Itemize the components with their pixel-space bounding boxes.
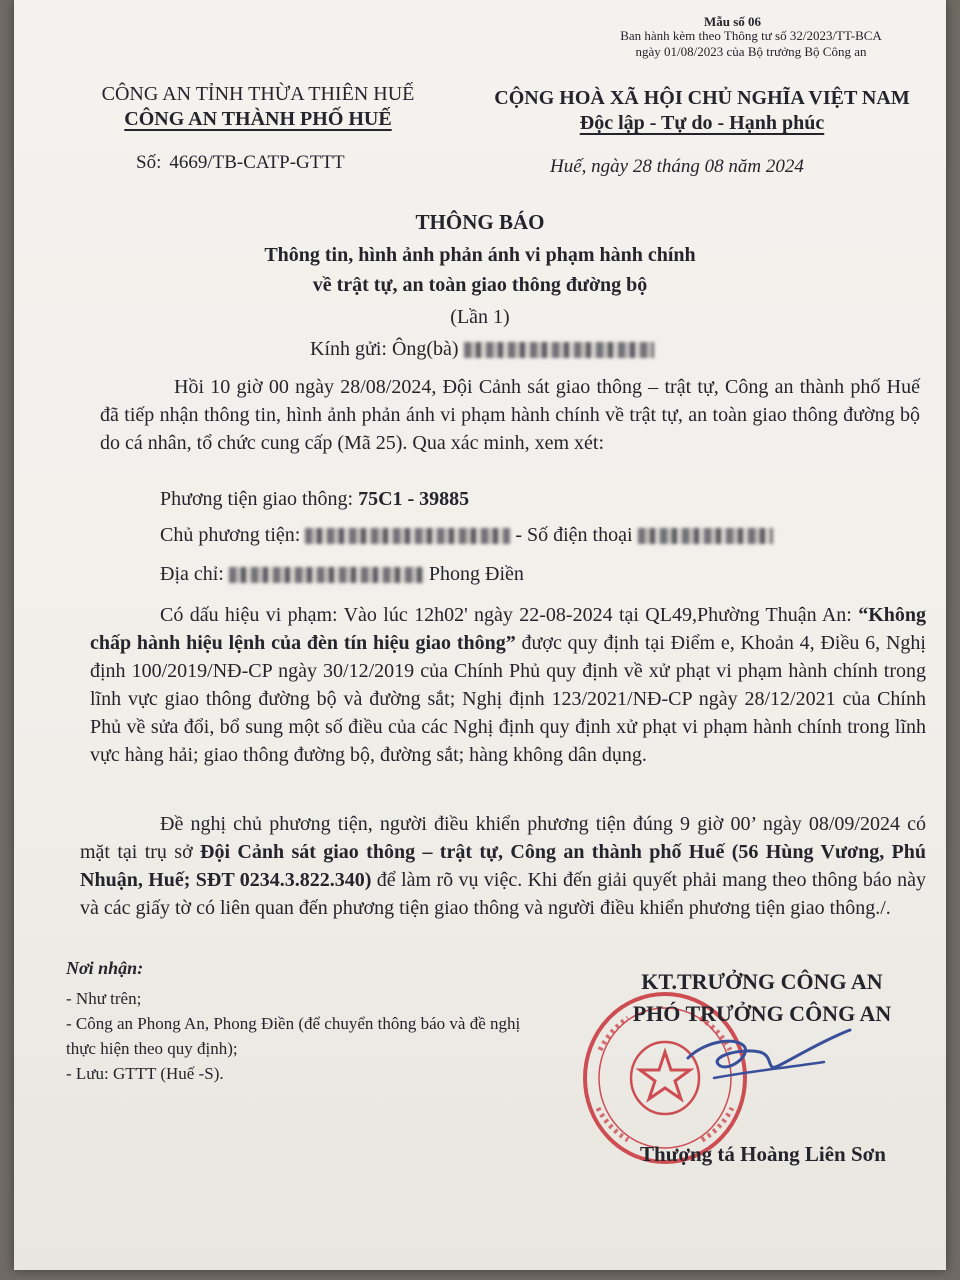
recipients-list bbox=[66, 986, 536, 1086]
document-title: THÔNG BÁO bbox=[415, 210, 545, 234]
place-date: Huế, ngày 28 tháng 08 năm 2024 bbox=[550, 156, 804, 177]
document-page bbox=[14, 0, 946, 1270]
agency-parent: CÔNG AN TỈNH THỪA THIÊN HUẾ bbox=[101, 83, 415, 105]
issuance-note bbox=[586, 28, 916, 60]
intro-text: Hồi 10 giờ 00 ngày 28/08/2024, Đội Cảnh sát giao thông – trật tự, Công an thành phố Huế đã tiếp nhận thông tin, hình ảnh phản ánh vi phạm hành chính về trật tự, an toàn giao thông đường bộ do cá nhân, tổ chức cung cấp (Mã 25). Qua xác minh, xem xét: bbox=[100, 376, 920, 454]
request-intro: Đề nghị chủ phương tiện, người điều khiển phương tiện đúng 9 giờ 00’ ngày 08/09/2024 có mặt tại trụ sở bbox=[80, 813, 926, 863]
recipient-item: - Công an Phong An, Phong Điền (để chuyển thông báo và đề nghị thực hiện theo quy định); bbox=[66, 1014, 521, 1058]
subtitle-line-2: về trật tự, an toàn giao thông đường bộ bbox=[312, 274, 648, 296]
nation-name: CỘNG HOÀ XÃ HỘI CHỦ NGHĨA VIỆT NAM bbox=[494, 87, 910, 109]
request-office: Đội Cảnh sát giao thông – trật tự, Công an thành phố Huế (56 Hùng Vương, Phú Nhuận, Huế; SĐT 0234.3.822.340) bbox=[80, 841, 927, 891]
recipient-item: - Lưu: GTTT (Huế -S). bbox=[66, 1064, 224, 1083]
request-paragraph bbox=[80, 810, 926, 922]
subtitle-line-1: Thông tin, hình ảnh phản ánh vi phạm hành chính bbox=[264, 244, 696, 266]
national-motto: Độc lập - Tự do - Hạnh phúc bbox=[579, 112, 825, 134]
signer-name: Thượng tá Hoàng Liên Sơn bbox=[640, 1142, 886, 1166]
redacted-address bbox=[229, 567, 424, 583]
owner-label: Chủ phương tiện: bbox=[160, 524, 301, 546]
issuing-agency bbox=[78, 82, 438, 132]
issuance-line-1: Ban hành kèm theo Thông tư số 32/2023/TT-BCA bbox=[620, 28, 882, 43]
notice-count: (Lần 1) bbox=[450, 306, 510, 328]
vehicle-line bbox=[160, 488, 469, 511]
owner-line bbox=[160, 524, 773, 547]
handwritten-signature bbox=[674, 1022, 854, 1100]
address-line bbox=[160, 563, 524, 586]
recipients-heading: Nơi nhận: bbox=[66, 958, 144, 978]
agency-dept: CÔNG AN THÀNH PHỐ HUẾ bbox=[124, 108, 392, 130]
request-rest: để làm rõ vụ việc. Khi đến giải quyết phải mang theo thông báo này và các giấy tờ có liên quan đến phương tiện giao thông và người điều khiển phương tiện giao thông./. bbox=[80, 869, 927, 919]
intro-paragraph bbox=[100, 373, 920, 457]
signature-line-2: PHÓ TRƯỞNG CÔNG AN bbox=[632, 1001, 892, 1026]
doc-number-value: 4669/TB-CATP-GTTT bbox=[169, 152, 345, 173]
violation-intro: Có dấu hiệu vi phạm: Vào lúc 12h02' ngày 22-08-2024 tại QL49,Phường Thuận An: bbox=[160, 604, 852, 626]
violation-paragraph bbox=[90, 601, 926, 769]
vehicle-label: Phương tiện giao thông: bbox=[160, 488, 354, 510]
form-number: Mẫu số 06 bbox=[704, 14, 762, 29]
greeting bbox=[310, 338, 654, 361]
issuance-line-2: ngày 01/08/2023 của Bộ trưởng Bộ Công an bbox=[635, 44, 867, 59]
national-heading bbox=[466, 86, 938, 136]
phone-label: - Số điện thoại bbox=[515, 524, 633, 546]
document-number bbox=[136, 152, 345, 174]
address-label: Địa chỉ: bbox=[160, 563, 224, 585]
redacted-name bbox=[464, 342, 654, 358]
doc-number-label: Số: bbox=[136, 152, 162, 173]
document-subtitle bbox=[14, 240, 946, 300]
violation-rest: được quy định tại Điểm e, Khoản 4, Điều 6, Nghị định 100/2019/NĐ-CP ngày 30/12/2019 của Chính Phủ quy định về xử phạt vi phạm hành chính trong lĩnh vực giao thông đường bộ và đường sắt; Nghị định 123/2021/NĐ-CP ngày 28/12/2021 của Chính Phủ về sửa đổi, bổ sung một số điều của các Nghị định quy định xử phạt vi phạm hành chính trong lĩnh vực hàng hải; giao thông đường bộ, đường sắt; hàng không dân dụng. bbox=[90, 632, 926, 766]
address-tail: Phong Điền bbox=[428, 563, 524, 585]
signature-line-1: KT.TRƯỞNG CÔNG AN bbox=[641, 969, 883, 994]
redacted-phone bbox=[638, 528, 773, 544]
signature-title bbox=[612, 966, 912, 1030]
redacted-owner bbox=[305, 528, 510, 544]
license-plate: 75C1 - 39885 bbox=[358, 488, 470, 510]
recipient-item: - Như trên; bbox=[66, 989, 142, 1008]
greeting-label: Kính gửi: Ông(bà) bbox=[310, 338, 459, 360]
violation-name: “Không chấp hành hiệu lệnh của đèn tín hiệu giao thông” bbox=[90, 604, 926, 654]
